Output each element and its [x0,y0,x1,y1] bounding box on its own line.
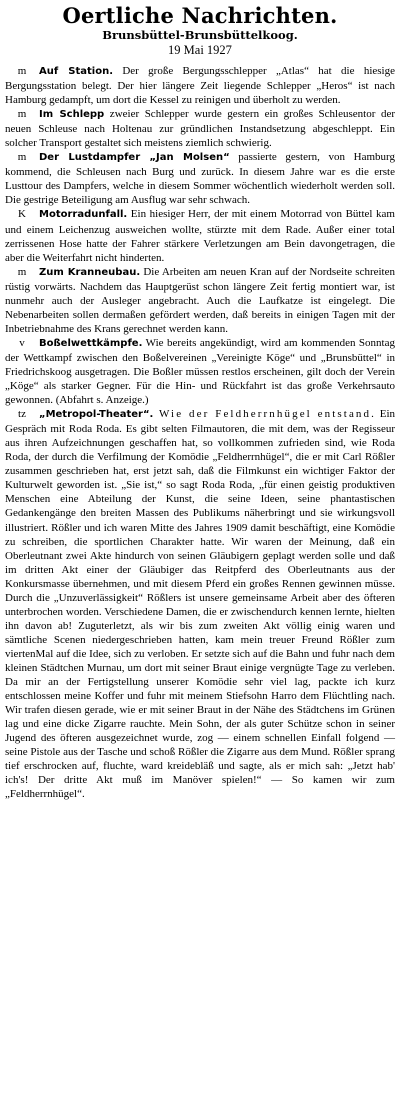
article-motorradunfall [5,207,395,264]
article-lustdampfer [5,150,395,207]
article-keyword: Auf Station. [39,66,113,77]
article-body: passierte gestern, von Hamburg kommend, die Schleusen nach Burg und zurück. In diesem Jahre war es die erste Lusttour des Dampfers, welche in diesem Sommer wöchentlich wiederholt werden soll. Die gestrige Beteiligung am Ausflug war sehr schwach. [5,151,395,207]
dateline: 19 Mai 1927 [168,43,232,57]
section-headline: Oertliche Nachrichten. [62,3,338,28]
article-spaced-title: Wie der Feldherrnhügel entstand. [153,408,376,421]
article-body: Der große Bergungsschlepper „Atlas“ hat die hiesige Bergungsstation belegt. Der hier längere Zeit liegende Schlepper „Heros“ ist nach Hamburg gedampft, um dort die Kessel zu reinigen und überholt zu werden. [5,65,395,107]
article-metropol-theater [5,407,395,801]
article-body: Wie bereits angekündigt, wird am kommenden Sonntag der Wettkampf zwischen den Boßelvereinen „Vereinigte Köge“ und „Brunsbüttel“ in Friedrichskoog ausgetragen. Die Boßler müssen restlos erscheinen, gilt doch der Verein „Köge“ als starker Gegner. Für die Hin- und Rückfahrt ist das große Verkehrsauto gewonnen. (Abfahrt s. Anzeige.) [5,336,395,407]
article-keyword: Im Schlepp [39,109,105,121]
article-body: Die Arbeiten am neuen Kran auf der Nordseite schreiten rüstig vorwärts. Nachdem das Hauptgerüst schon längere Zeit fertig montiert war, ist nunmehr auch der Ausleger angebracht. Auch die Laufkatze ist eingelegt. Die Nebenarbeiten sollen dermaßen gefördert werden, daß bereits in einigen Tagen mit der Inbetriebnahme des Krans gerechnet werden kann. [5,265,395,335]
article-marker: m [17,108,27,121]
article-keyword: „Metropol-Theater“. [39,409,154,421]
article-body: Ein Gespräch mit Roda Roda. Es gibt selten Filmautoren, die mit dem, was der Regisseur aus ihren Aufzeichnungen geschaffen hat, so vollkommen zufrieden sind, wie Roda Roda, der durch die Verfilmung der Komödie „Feldherrnhügel“, die er mit Carl Rößler zusammen geschrieben hat, erst jetzt sah, daß die Filmkunst ein wichtiger Faktor der Kulturwelt geworden ist. „Sie ist,“ so sagt Roda Roda, „für einen geistig produktiven Menschen eine Abteilung der Kunst, die seine Ideen, seine phantastischen Gedankengänge den breiten Massen des Publikums näherbringt und sie wirkungsvoll illustriert. Rößler und ich waren Mitte des Jahres 1909 damit beschäftigt, eine Komödie zu schreiben, die sportlichen Charakter hatte. Wir waren der Meinung, daß ein Oberleutnant zwei Akte hindurch von seinen Gläubigern geplagt werden solle und daß im dritten Akt einer der Gläubiger das Reitpferd des Oberleutnants aus der Konkursmasse übernehmen, und mit diesem Pferd ein großes Rennen gewinnen müsse. Durch die „Unzuverlässigkeit“ Rößlers ist unsere gemeinsame Arbeit aber des öfteren unterbrochen worden. Verschiedene Damen, die er zwischendurch kennen lernte, hielten ihn davon ab! Zuguterletzt, als wir bis zum zweiten Akt völlig einig waren und sämtliche Scenen niedergeschrieben hatten, kam mein treuer Freund Rößler zum viertenMal auf die Idee, sich zu verloben. Er setzte sich auf die Bahn und fuhr nach dem kleinen Städtchen Murnau, um dort mit seiner Braut einige vergnügte Tage zu verleben. Da mir an der Fertigstellung unserer Komödie sehr viel lag, packte ich kurz entschlossen meine Koffer und fuhr mit meinem Stiefsohn Harro dem Flüchtling nach. Wir trafen diesen gerade, wie er mit seiner Braut in der Nähe des Städtchens im Grünen lag und eine dicke Zigarre rauchte. Mein Sohn, der als guter Schütze schon in seiner Jugend des öfteren ausgezeichnet wurde, zog — einem schnellen Einfall folgend — seine Pistole aus der Tasche und schoß Rößler die Zigarre aus dem Mund. Rößler sprang tief erschrocken auf, fluchte, ward kreidebläß und sagte, als er mich sah: „Jetzt hab' ich's! Der dritte Akt muß im Manöver spielen!“ — So kamen wir zum „Feldherrnhügel“. [5,408,396,801]
article-marker: tz [18,408,26,421]
article-marker: v [19,336,25,349]
article-marker: m [17,151,27,164]
article-bosselwettkaempfe [5,336,395,407]
article-auf-station [5,64,395,107]
article-marker: m [17,265,27,278]
article-body: zweier Schlepper wurde gestern ein großes Schleusentor der neuen Schleuse nach Holtenau zur gründlichen Instandsetzung abgeschleppt. Ein solcher Transport gestaltet sich meistens ziemlich schwierig. [5,108,395,150]
article-keyword: Zum Kranneubau. [39,266,141,278]
article-keyword: Motorradunfall. [39,209,128,221]
article-im-schlepp [5,107,395,150]
article-keyword: Der Lustdampfer „Jan Molsen“ [39,152,230,164]
article-marker: K [18,208,26,221]
town-subheading: Brunsbüttel-Brunsbüttelkoog. [102,28,298,42]
article-keyword: Boßelwettkämpfe. [39,337,143,349]
article-marker: m [17,65,27,77]
article-body: Ein hiesiger Herr, der mit einem Motorrad von Büttel kam und einem Leichenzug ausweichen wollte, stürzte mit dem Rade. Außer einer total zerrissenen Hose hatte der Fahrer stärkere Verletzungen am Bein davongetragen, die aber die Weiterfahrt nicht hinderten. [5,208,395,264]
article-kranneubau [5,265,395,336]
